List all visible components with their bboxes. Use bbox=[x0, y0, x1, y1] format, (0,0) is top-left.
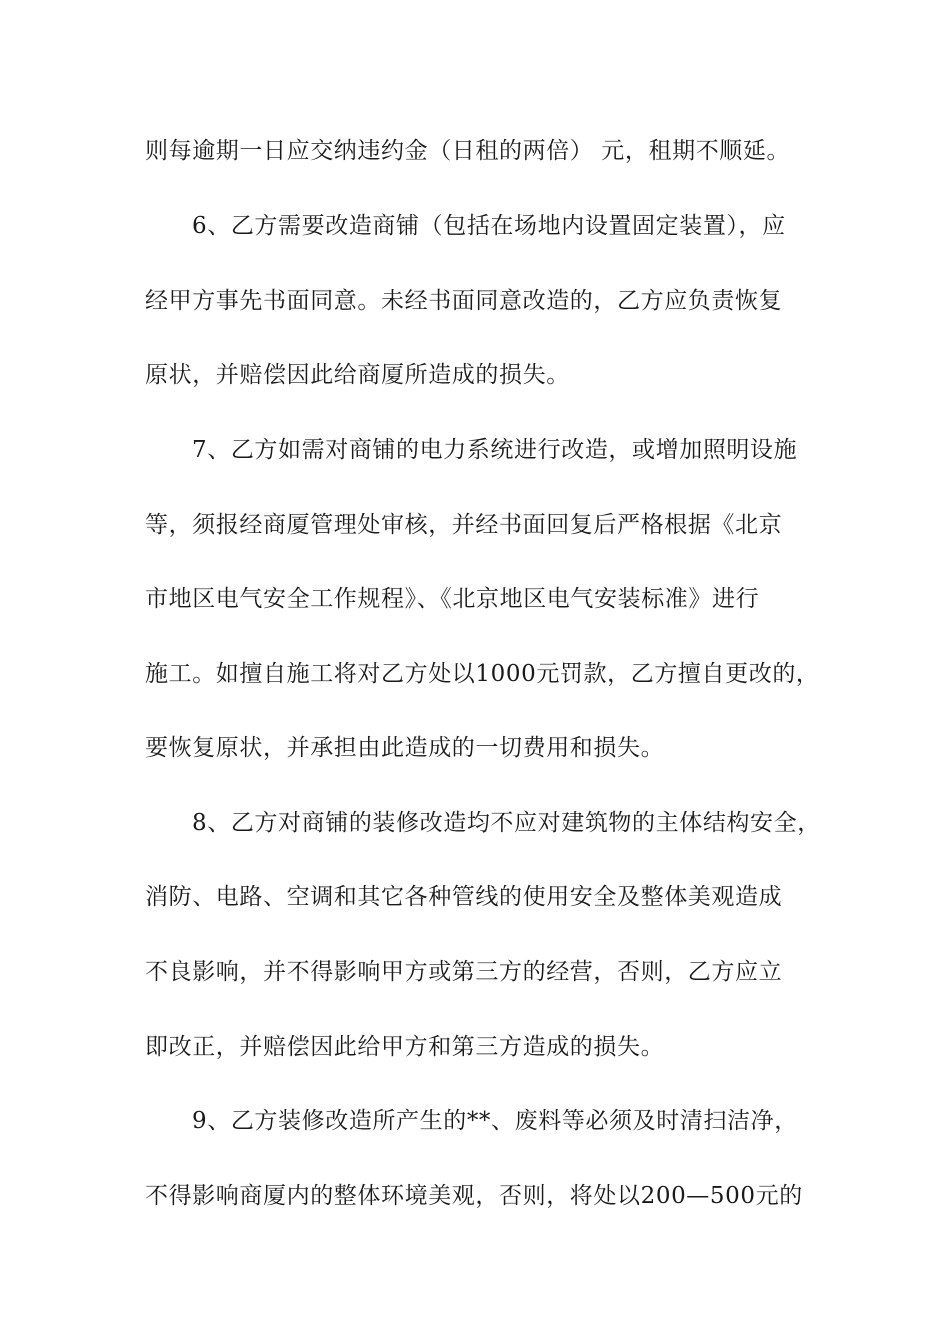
paragraph-7-line-5: 要恢复原状，并承担由此造成的一切费用和损失。 bbox=[145, 735, 665, 761]
paragraph-8-line-3: 不良影响，并不得影响甲方或第三方的经营，否则，乙方应立 bbox=[145, 959, 783, 985]
paragraph-7-line-3: 市地区电气安全工作规程》、《北京地区电气安装标准》进行 bbox=[145, 586, 760, 612]
paragraph-8-line-1: 8、乙方对商铺的装修改造均不应对建筑物的主体结构安全， bbox=[192, 810, 821, 836]
paragraph-8-line-4: 即改正，并赔偿因此给甲方和第三方造成的损失。 bbox=[145, 1034, 665, 1060]
paragraph-6-line-2: 经甲方事先书面同意。未经书面同意改造的，乙方应负责恢复 bbox=[145, 288, 783, 314]
paragraph-7-line-4: 施工。如擅自施工将对乙方处以1000元罚款，乙方擅自更改的， bbox=[145, 661, 820, 687]
paragraph-9-line-2: 不得影响商厦内的整体环境美观，否则，将处以200—500元的 bbox=[145, 1183, 803, 1209]
paragraph-7-line-1: 7、乙方如需对商铺的电力系统进行改造，或增加照明设施 bbox=[192, 437, 798, 463]
paragraph-8-line-2: 消防、电路、空调和其它各种管线的使用安全及整体美观造成 bbox=[145, 884, 783, 910]
paragraph-7-line-2: 等，须报经商厦管理处审核，并经书面回复后严格根据《北京 bbox=[145, 512, 783, 538]
paragraph-6-line-3: 原状，并赔偿因此给商厦所造成的损失。 bbox=[145, 362, 570, 388]
paragraph-9-line-1: 9、乙方装修改造所产生的**、废料等必须及时清扫洁净， bbox=[192, 1108, 798, 1134]
paragraph-6-line-1: 6、乙方需要改造商铺（包括在场地内设置固定装置），应 bbox=[192, 213, 786, 239]
paragraph-5-line-end: 则每逾期一日应交纳违约金（日租的两倍） 元，租期不顺延。 bbox=[145, 138, 791, 164]
